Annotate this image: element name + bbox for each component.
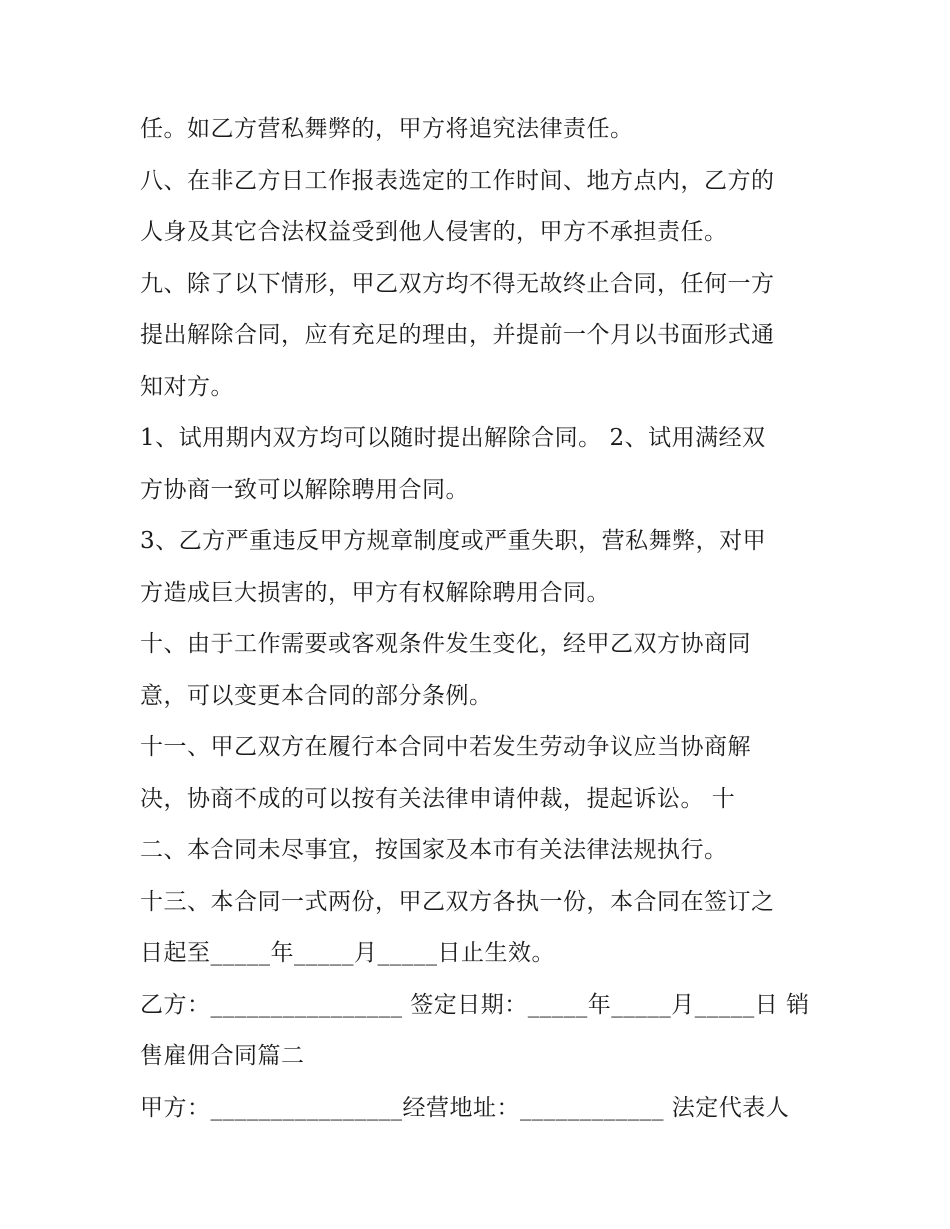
text-line: 十三、本合同一式两份，甲乙双方各执一份，本合同在签订之 [140, 888, 775, 915]
text-line: 日起至_____年_____月_____日止生效。 [140, 940, 555, 966]
text-line: 3、乙方严重违反甲方规章制度或严重失职，营私舞弊，对甲 [140, 528, 767, 554]
text-line: 方协商一致可以解除聘用合同。 [140, 476, 469, 503]
text-line: 八、在非乙方日工作报表选定的工作时间、地方点内，乙方的 [140, 167, 775, 194]
text-line: 知对方。 [140, 373, 234, 400]
text-line: 十一、甲乙双方在履行本合同中若发生劳动争议应当协商解 [140, 734, 751, 760]
text-line: 方造成巨大损害的，甲方有权解除聘用合同。 [140, 579, 610, 606]
text-line: 提出解除合同，应有充足的理由，并提前一个月以书面形式通 [140, 322, 775, 348]
text-line: 十、由于工作需要或客观条件发生变化，经甲乙双方协商同 [140, 631, 751, 657]
document-page [140, 104, 820, 1134]
text-line: 意，可以变更本合同的部分条例。 [140, 682, 493, 709]
text-line: 1、试用期内双方均可以随时提出解除合同。 2、试用满经双 [140, 425, 766, 451]
signature-line: 乙方：________________ 签定日期：_____年_____月_____日 销 [140, 991, 810, 1018]
text-line: 任。如乙方营私舞弊的，甲方将追究法律责任。 [140, 116, 634, 142]
text-line: 九、除了以下情形，甲乙双方均不得无故终止合同，任何一方 [140, 270, 775, 297]
party-info-line: 甲方：________________经营地址：____________ 法定代表人 [140, 1094, 790, 1121]
text-line: 二、本合同未尽事宜，按国家及本市有关法律法规执行。 [140, 837, 728, 863]
text-line: 决，协商不成的可以按有关法律申请仲裁，提起诉讼。 十 [140, 785, 736, 812]
section-title-line: 售雇佣合同篇二 [140, 1043, 305, 1069]
text-line: 人身及其它合法权益受到他人侵害的，甲方不承担责任。 [140, 219, 728, 245]
